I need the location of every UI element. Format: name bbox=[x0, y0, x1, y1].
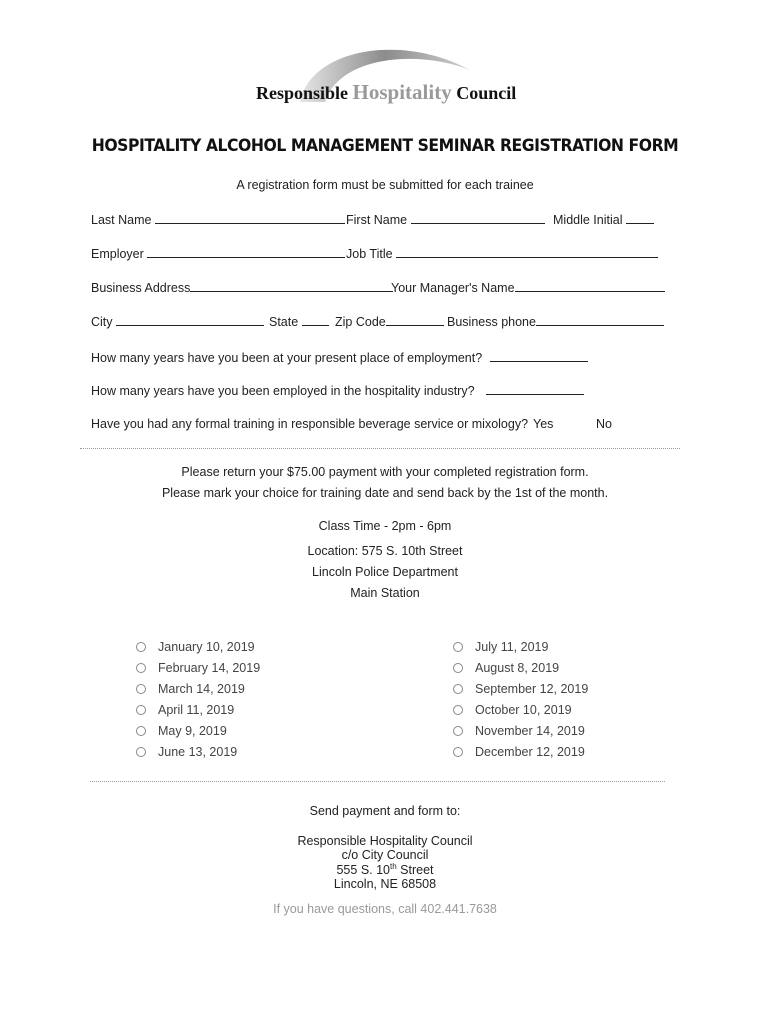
send-street-sup: th bbox=[390, 862, 397, 871]
date-option[interactable] bbox=[453, 661, 588, 682]
last-name-line[interactable] bbox=[155, 212, 345, 224]
date-option[interactable] bbox=[453, 745, 588, 766]
radio-button-icon[interactable] bbox=[136, 642, 146, 652]
date-options-right bbox=[453, 640, 588, 766]
training-label: Have you had any formal training in responsible beverage service or mixology? bbox=[91, 417, 529, 431]
date-options-left bbox=[136, 640, 260, 766]
logo-word-hospitality: Hospitality bbox=[352, 80, 452, 104]
training-yes-option[interactable]: Yes bbox=[533, 417, 554, 431]
years-industry-line[interactable] bbox=[486, 383, 584, 395]
date-option-label: February 14, 2019 bbox=[158, 661, 261, 675]
years-industry-question[interactable] bbox=[91, 383, 584, 398]
training-question bbox=[91, 417, 528, 431]
payment-instruction-1: Please return your $75.00 payment with your completed registration form. bbox=[181, 465, 589, 479]
form-title: HOSPITALITY ALCOHOL MANAGEMENT SEMINAR REGISTRATION FORM bbox=[91, 136, 679, 156]
years-present-label: How many years have you been at your present place of employment? bbox=[91, 351, 483, 365]
date-option-label: April 11, 2019 bbox=[158, 703, 235, 717]
radio-button-icon[interactable] bbox=[136, 705, 146, 715]
date-option-label: July 11, 2019 bbox=[475, 640, 549, 654]
date-option-label: September 12, 2019 bbox=[475, 682, 589, 696]
first-name-line[interactable] bbox=[411, 212, 545, 224]
radio-button-icon[interactable] bbox=[136, 726, 146, 736]
middle-initial-label: Middle Initial bbox=[553, 213, 623, 227]
section-divider-2 bbox=[90, 781, 665, 782]
class-department: Lincoln Police Department bbox=[312, 565, 458, 579]
radio-button-icon[interactable] bbox=[453, 726, 463, 736]
radio-button-icon[interactable] bbox=[136, 663, 146, 673]
date-option-label: March 14, 2019 bbox=[158, 682, 245, 696]
date-option-label: November 14, 2019 bbox=[475, 724, 585, 738]
years-present-line[interactable] bbox=[490, 350, 588, 362]
zip-line[interactable] bbox=[386, 314, 444, 326]
job-title-line[interactable] bbox=[396, 246, 658, 258]
state-line[interactable] bbox=[302, 314, 329, 326]
last-name-label: Last Name bbox=[91, 213, 152, 227]
manager-name-line[interactable] bbox=[515, 280, 665, 292]
radio-button-icon[interactable] bbox=[136, 747, 146, 757]
date-option[interactable] bbox=[136, 640, 260, 661]
date-option[interactable] bbox=[453, 682, 588, 703]
date-option-label: January 10, 2019 bbox=[158, 640, 255, 654]
section-divider bbox=[80, 448, 680, 449]
business-address-line[interactable] bbox=[190, 280, 393, 292]
date-option[interactable] bbox=[453, 703, 588, 724]
employer-label: Employer bbox=[91, 247, 144, 261]
city-field[interactable] bbox=[91, 314, 264, 329]
form-subtitle: A registration form must be submitted for each trainee bbox=[236, 178, 534, 192]
state-label: State bbox=[269, 315, 299, 329]
send-street-name: Street bbox=[396, 863, 434, 878]
radio-button-icon[interactable] bbox=[453, 642, 463, 652]
radio-button-icon[interactable] bbox=[453, 747, 463, 757]
logo-word-responsible: Responsible bbox=[256, 83, 349, 103]
date-option-label: December 12, 2019 bbox=[475, 745, 585, 759]
business-phone-line[interactable] bbox=[536, 314, 664, 326]
state-field[interactable] bbox=[269, 314, 329, 329]
logo-word-council: Council bbox=[456, 83, 517, 103]
date-option[interactable] bbox=[136, 724, 260, 745]
send-street-number: 555 S. 10 bbox=[336, 863, 390, 878]
middle-initial-line[interactable] bbox=[626, 212, 654, 224]
questions-contact: If you have questions, call 402.441.7638 bbox=[273, 902, 497, 916]
radio-button-icon[interactable] bbox=[136, 684, 146, 694]
zip-label: Zip Code bbox=[335, 315, 386, 329]
employer-line[interactable] bbox=[147, 246, 345, 258]
send-city: Lincoln, NE 68508 bbox=[333, 877, 437, 891]
class-location: Location: 575 S. 10th Street bbox=[307, 544, 463, 558]
radio-button-icon[interactable] bbox=[453, 705, 463, 715]
training-no-option[interactable]: No bbox=[596, 417, 612, 431]
employer-field[interactable] bbox=[91, 246, 345, 261]
date-option-label: June 13, 2019 bbox=[158, 745, 238, 759]
city-label: City bbox=[91, 315, 113, 329]
date-option[interactable] bbox=[136, 682, 260, 703]
middle-initial-field[interactable] bbox=[553, 212, 654, 227]
radio-button-icon[interactable] bbox=[453, 684, 463, 694]
business-phone-field[interactable] bbox=[447, 314, 664, 329]
first-name-field[interactable] bbox=[346, 212, 545, 227]
first-name-label: First Name bbox=[346, 213, 408, 227]
job-title-label: Job Title bbox=[346, 247, 393, 261]
date-option-label: August 8, 2019 bbox=[475, 661, 560, 675]
date-option[interactable] bbox=[453, 640, 588, 661]
class-station: Main Station bbox=[350, 586, 420, 600]
date-option[interactable] bbox=[453, 724, 588, 745]
years-present-question[interactable] bbox=[91, 350, 588, 365]
last-name-field[interactable] bbox=[91, 212, 345, 227]
zip-field[interactable] bbox=[335, 314, 444, 329]
business-address-label: Business Address bbox=[91, 281, 191, 295]
council-logo bbox=[250, 40, 540, 110]
send-street bbox=[0, 862, 770, 877]
city-line[interactable] bbox=[116, 314, 264, 326]
manager-name-label: Your Manager's Name bbox=[391, 281, 515, 295]
date-option[interactable] bbox=[136, 745, 260, 766]
job-title-field[interactable] bbox=[346, 246, 658, 261]
logo-text bbox=[256, 80, 516, 105]
send-heading: Send payment and form to: bbox=[309, 804, 461, 818]
send-org: Responsible Hospitality Council bbox=[297, 834, 473, 848]
date-option-label: October 10, 2019 bbox=[475, 703, 572, 717]
date-option[interactable] bbox=[136, 703, 260, 724]
send-co: c/o City Council bbox=[341, 848, 429, 862]
class-time: Class Time - 2pm - 6pm bbox=[318, 519, 452, 533]
business-phone-label: Business phone bbox=[447, 315, 536, 329]
date-option[interactable] bbox=[136, 661, 260, 682]
radio-button-icon[interactable] bbox=[453, 663, 463, 673]
manager-name-field[interactable] bbox=[391, 280, 665, 295]
years-industry-label: How many years have you been employed in the hospitality industry? bbox=[91, 384, 475, 398]
date-option-label: May 9, 2019 bbox=[158, 724, 227, 738]
business-address-field[interactable] bbox=[91, 280, 393, 295]
payment-instruction-2: Please mark your choice for training date and send back by the 1st of the month. bbox=[161, 486, 609, 500]
